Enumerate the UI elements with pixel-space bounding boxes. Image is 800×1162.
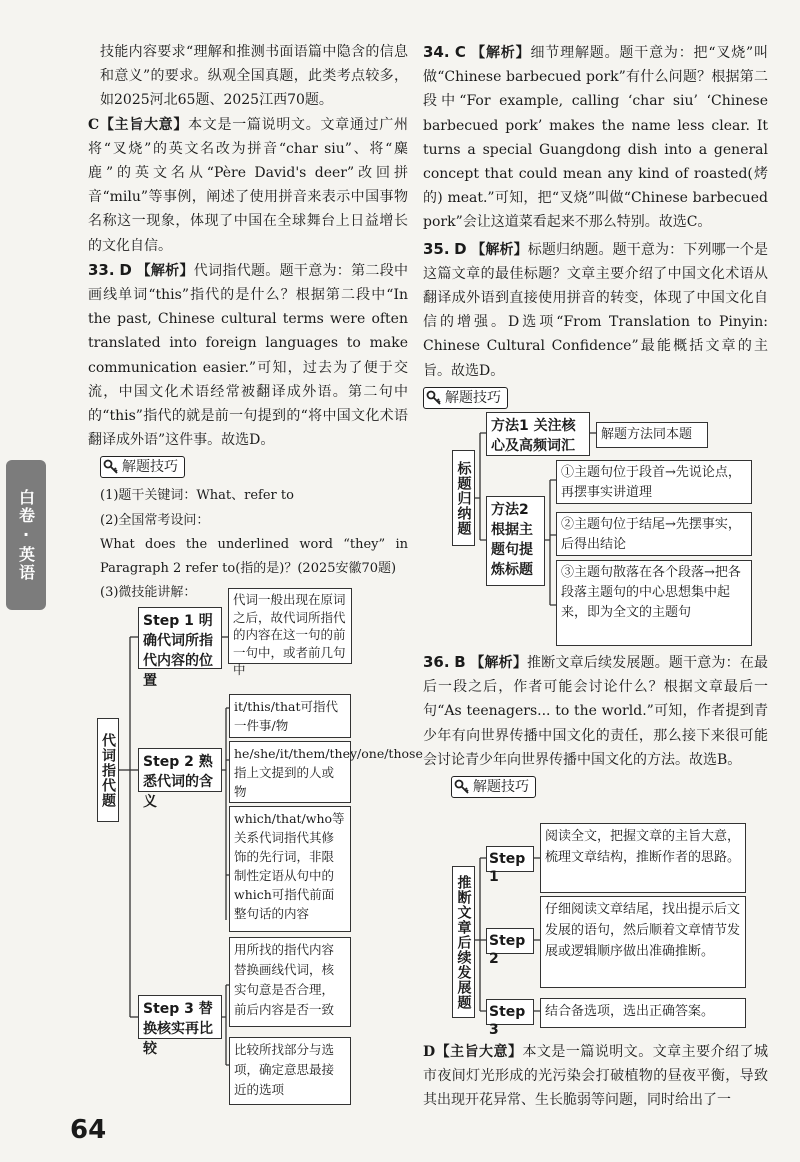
method2-note1: ①主题句位于段首→先说论点，再摆事实讲道理 bbox=[556, 460, 752, 504]
inference-step1-note: 阅读全文，把握文章的主旨大意，梳理文章结构，推断作者的思路。 bbox=[540, 823, 746, 893]
step3-note2: 比较所找部分与选项，确定意思最接近的选项 bbox=[229, 1037, 351, 1105]
tips-label-right-1: 解题技巧 bbox=[423, 387, 508, 409]
q36-number: 36. bbox=[423, 653, 450, 671]
method1-note: 解题方法同本题 bbox=[596, 422, 708, 448]
step2-box: Step 2 熟悉代词的含义 bbox=[138, 748, 222, 792]
inference-step3-note: 结合备选项，选出正确答案。 bbox=[540, 998, 746, 1028]
q33-analysis: 33. D 【解析】代词指代题。题干意为：第二段中画线单词“this”指代的是什么？根据第二段中“In the past, Chinese cultural terms were often translated into foreign languages to make communication easier.”可知，过去为了便于交流，中国文化术语经常被翻译成外语。第二句中的“this”指代的就是前一句提到的“将中国文化术语翻译成外语”这件事。故选D。 bbox=[88, 260, 409, 449]
side-tab: 白卷·英语 bbox=[6, 460, 46, 610]
inference-diagram-root: 推断文章后续发展题 bbox=[452, 866, 475, 1018]
q36-answer: B bbox=[454, 653, 466, 671]
method2-note3: ③主题句散落在各个段落→把各段落主题句的中心思想集中起来，即为全文的主题句 bbox=[556, 560, 752, 646]
q33-answer: D bbox=[119, 260, 132, 279]
step2-note1: it/this/that可指代一件事/物 bbox=[229, 694, 351, 738]
q34-analysis: 34. C 【解析】细节理解题。题干意为：把“叉烧”叫做“Chinese barbecued pork”有什么问题？根据第二段中“For example, calling ‘char siu’ ‘Chinese barbecued pork’ makes the name less clear. It turns a special Guangdong dish into a general concept that could mean any kind of roasted(烤的) meat.”可知，把“叉烧”叫做“Chinese barbecued pork”会让这道菜看起来不那么特别。故选C。 bbox=[423, 43, 768, 231]
step2-note3: which/that/who等关系代词指代其修饰的先行词，非限制性定语从句中的which可指代前面整句话的内容 bbox=[229, 806, 351, 932]
tip-2: (2)全国常考设问： bbox=[100, 512, 210, 528]
q35-number: 35. bbox=[423, 239, 450, 258]
q35-analysis: 35. D 【解析】标题归纳题。题干意为：下列哪一个是这篇文章的最佳标题？文章主要介绍了中国文化术语从翻译成外语到直接使用拼音的转变，体现了中国文化自信的增强。D选项“From Translation to Pinyin: Chinese Cultural Confidence”最能概括文章的主旨。故选D。 bbox=[423, 239, 769, 379]
q33-number: 33. bbox=[88, 260, 115, 279]
q33-tag: 【解析】 bbox=[136, 262, 194, 279]
inference-step2: Step 2 bbox=[486, 928, 534, 954]
q34-tag: 【解析】 bbox=[471, 45, 531, 61]
inference-step1: Step 1 bbox=[486, 846, 534, 872]
passage-c-summary: C【主旨大意】本文是一篇说明文。文章通过广州将“叉烧”的英文名改为拼音“char siu”、将“麋鹿”的英文名从“Père David's deer”改回拼音“milu”等事例，阐述了使用拼音来表示中国事物名称这一现象，体现了中国在全球舞台上日益增长的文化自信。 bbox=[88, 116, 408, 254]
q36-tag: 【解析】 bbox=[470, 655, 528, 671]
tip-2-question: What does the underlined word “they” in Paragraph 2 refer to(指的是)？(2025安徽70题) bbox=[100, 536, 408, 577]
step3-box: Step 3 替换核实再比较 bbox=[138, 995, 222, 1039]
inference-step2-note: 仔细阅读文章结尾，找出提示后文发展的语句，然后顺着文章情节发展或逻辑顺序做出准确推断。 bbox=[540, 896, 746, 988]
tips-label-right-2: 解题技巧 bbox=[451, 776, 536, 798]
inference-step3: Step 3 bbox=[486, 999, 534, 1025]
q35-answer: D bbox=[454, 239, 467, 258]
step2-note2: he/she/it/them/they/one/those指上文提到的人或物 bbox=[229, 741, 351, 803]
step1-box: Step 1 明确代词所指代内容的位置 bbox=[138, 607, 222, 669]
q34-number: 34. bbox=[423, 43, 450, 61]
q34-answer: C bbox=[454, 43, 466, 61]
method2-note2: ②主题句位于结尾→先摆事实，后得出结论 bbox=[556, 512, 752, 556]
method2-box: 方法2 根据主题句提炼标题 bbox=[486, 496, 545, 586]
c-summary-label: C【主旨大意】 bbox=[88, 116, 189, 133]
intro-paragraph: 技能内容要求“理解和推测书面语篇中隐含的信息和意义”的要求。纵观全国真题，此类考点较多，如2025河北65题、2025江西70题。 bbox=[100, 44, 408, 109]
method1-box: 方法1 关注核心及高频词汇 bbox=[486, 412, 590, 456]
tip-3: (3)微技能讲解： bbox=[100, 585, 197, 601]
q36-analysis: 36. B 【解析】推断文章后续发展题。题干意为：在最后一段之后，作者可能会讨论什么？根据文章最后一句“As teenagers... to the world.”可知，作者提到青少年有向世界传播中国文化的责任，那么接下来很可能会讨论青少年向世界传播中国文化的方法。故选B。 bbox=[423, 653, 769, 768]
d-summary-label: D【主旨大意】 bbox=[423, 1044, 523, 1060]
q35-tag: 【解析】 bbox=[471, 241, 528, 258]
step3-note1: 用所找的指代内容替换画线代词，核实句意是否合理，前后内容是否一致 bbox=[229, 937, 351, 1027]
step1-note: 代词一般出现在原词之后，故代词所指代的内容在这一句的前一句中，或者前几句中 bbox=[228, 588, 352, 664]
tip-1: (1)题干关键词：What、refer to bbox=[100, 488, 294, 504]
pronoun-diagram-root: 代词指代题 bbox=[97, 718, 119, 822]
page-number: 64 bbox=[70, 1115, 107, 1145]
d-summary-block bbox=[423, 1040, 768, 1113]
tips-label-left: 解题技巧 bbox=[100, 456, 185, 478]
passage-d-summary: D【主旨大意】本文是一篇说明文。文章主要介绍了城市夜间灯光形成的光污染会打破植物的昼夜平衡，导致其出现开花异常、生长脆弱等问题，同时给出了一 bbox=[423, 1044, 769, 1109]
title-diagram-root: 标题归纳题 bbox=[452, 450, 475, 546]
